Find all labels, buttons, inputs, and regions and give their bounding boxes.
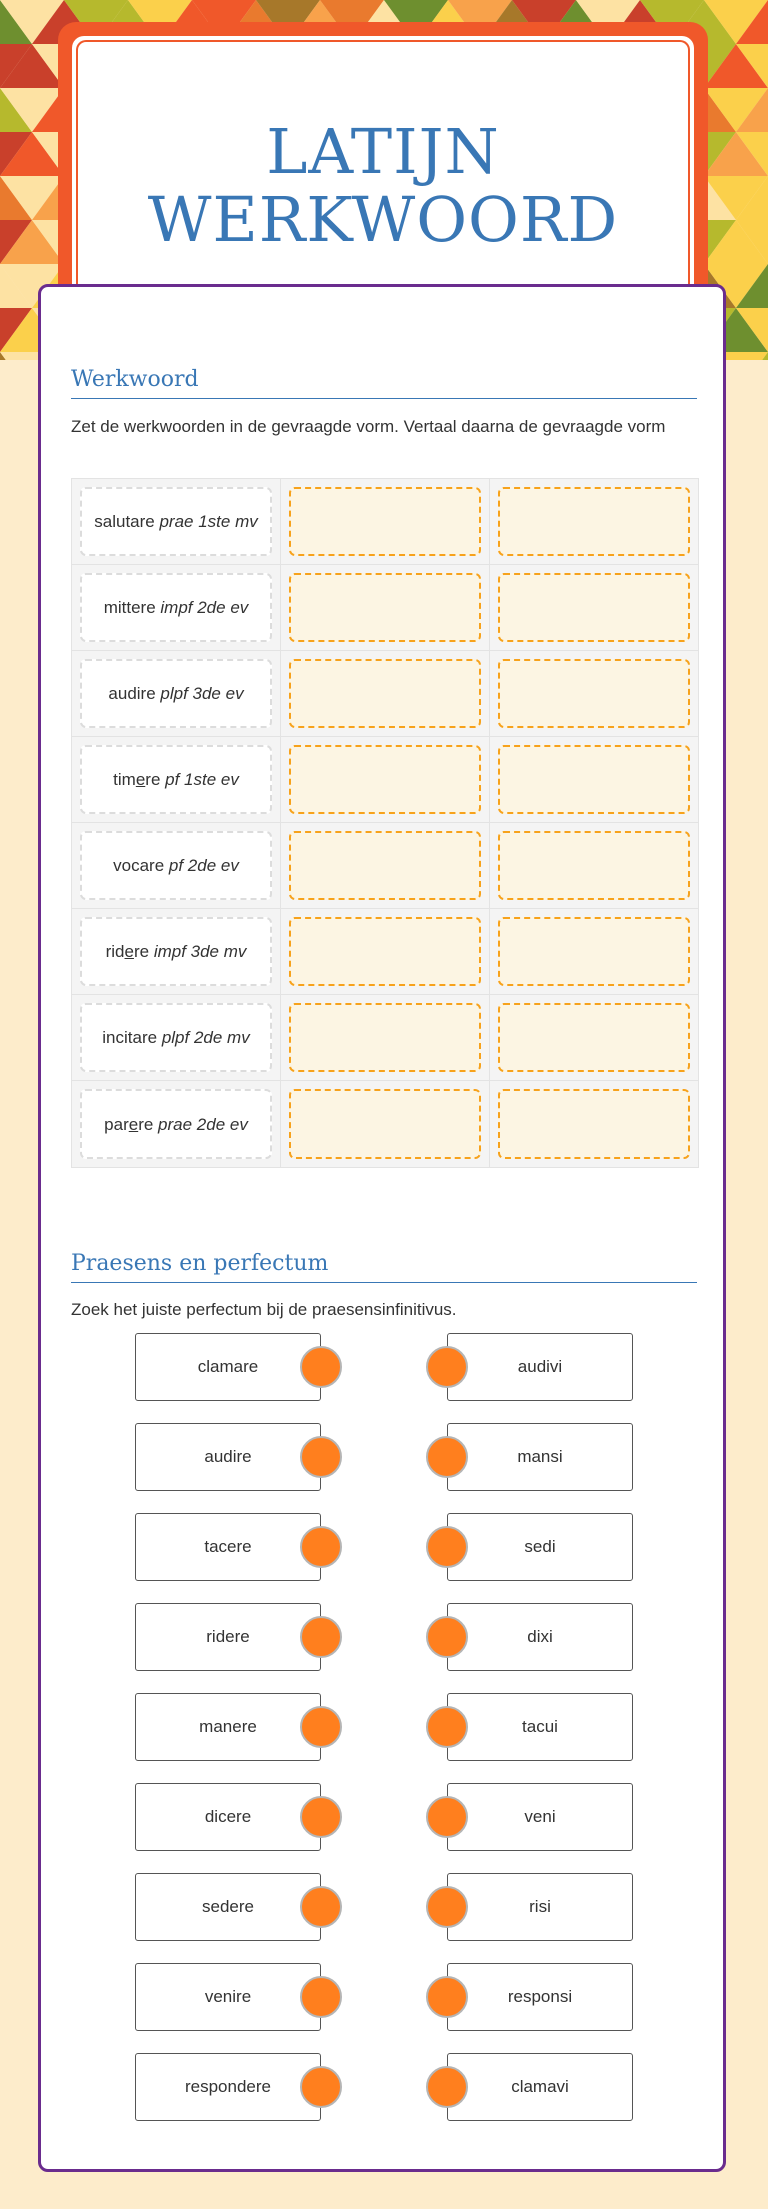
match-item-left[interactable]: respondere bbox=[135, 2053, 321, 2121]
verb-stem: rid bbox=[105, 942, 125, 961]
match-connector-right[interactable] bbox=[426, 2066, 468, 2108]
verb-prompt bbox=[80, 831, 272, 900]
conjugated-answer-cell bbox=[281, 909, 490, 994]
verb-prompt bbox=[80, 659, 272, 728]
match-connector-left[interactable] bbox=[300, 1706, 342, 1748]
verb-prompt-text bbox=[113, 767, 239, 792]
match-connector-left[interactable] bbox=[300, 1796, 342, 1838]
translation-answer-cell bbox=[490, 565, 698, 650]
table-row bbox=[72, 565, 698, 651]
match-item-right[interactable]: audivi bbox=[447, 1333, 633, 1401]
conjugated-answer-dropzone[interactable] bbox=[289, 487, 481, 556]
verb-prompt bbox=[80, 917, 272, 986]
section-title-praesens-perfectum: Praesens en perfectum bbox=[71, 1251, 697, 1283]
table-row bbox=[72, 909, 698, 995]
match-item-right[interactable]: sedi bbox=[447, 1513, 633, 1581]
translation-answer-cell bbox=[490, 909, 698, 994]
verb-stem-end: re bbox=[138, 1114, 159, 1134]
conjugated-answer-cell bbox=[281, 823, 490, 908]
match-connector-right[interactable] bbox=[426, 1796, 468, 1838]
translation-answer-cell bbox=[490, 823, 698, 908]
translation-answer-dropzone[interactable] bbox=[498, 1003, 690, 1072]
table-row bbox=[72, 737, 698, 823]
verb-prompt-text bbox=[106, 939, 247, 964]
translation-answer-dropzone[interactable] bbox=[498, 917, 690, 986]
verb-prompt bbox=[80, 1003, 272, 1072]
match-connector-right[interactable] bbox=[426, 1526, 468, 1568]
translation-answer-dropzone[interactable] bbox=[498, 659, 690, 728]
match-item-right[interactable]: clamavi bbox=[447, 2053, 633, 2121]
verb-form: impf 2de ev bbox=[160, 598, 249, 617]
verb-prompt-text bbox=[104, 1112, 248, 1137]
table-row bbox=[72, 995, 698, 1081]
page-title-line-1: LATIJN bbox=[266, 115, 500, 188]
prompt-cell bbox=[72, 565, 281, 650]
section-description-praesens-perfectum: Zoek het juiste perfectum bij de praesensinfinitivus. bbox=[71, 1300, 457, 1319]
conjugated-answer-dropzone[interactable] bbox=[289, 659, 481, 728]
verb-stem: audire bbox=[108, 684, 161, 703]
match-item-left[interactable]: audire bbox=[135, 1423, 321, 1491]
translation-answer-cell bbox=[490, 995, 698, 1080]
match-item-left[interactable]: venire bbox=[135, 1963, 321, 2031]
match-connector-right[interactable] bbox=[426, 1616, 468, 1658]
translation-answer-cell bbox=[490, 1081, 698, 1167]
verb-form: pf 2de ev bbox=[168, 856, 239, 875]
worksheet-card bbox=[38, 284, 726, 2172]
verb-form: plpf 3de ev bbox=[160, 684, 244, 703]
verb-stem: salutare bbox=[94, 512, 160, 531]
verb-stem-underlined: e bbox=[135, 770, 146, 789]
translation-answer-cell bbox=[490, 737, 698, 822]
match-item-left[interactable]: dicere bbox=[135, 1783, 321, 1851]
match-item-right[interactable]: veni bbox=[447, 1783, 633, 1851]
conjugated-answer-dropzone[interactable] bbox=[289, 573, 481, 642]
match-connector-left[interactable] bbox=[300, 1886, 342, 1928]
conjugated-answer-cell bbox=[281, 1081, 490, 1167]
verb-stem-end: re bbox=[133, 942, 154, 961]
prompt-cell bbox=[72, 1081, 281, 1167]
section-title-werkwoord: Werkwoord bbox=[71, 367, 697, 399]
match-connector-left[interactable] bbox=[300, 2066, 342, 2108]
match-connector-left[interactable] bbox=[300, 1526, 342, 1568]
title-card bbox=[58, 22, 708, 322]
conjugated-answer-cell bbox=[281, 651, 490, 736]
verb-prompt-text bbox=[113, 853, 239, 878]
translation-answer-dropzone[interactable] bbox=[498, 1089, 690, 1159]
verb-form: plpf 2de mv bbox=[161, 1028, 250, 1047]
conjugated-answer-dropzone[interactable] bbox=[289, 831, 481, 900]
page-title bbox=[72, 115, 694, 256]
verb-prompt-text bbox=[104, 595, 249, 620]
conjugated-answer-cell bbox=[281, 995, 490, 1080]
match-connector-left[interactable] bbox=[300, 1976, 342, 2018]
match-item-left[interactable]: ridere bbox=[135, 1603, 321, 1671]
verb-stem-end: re bbox=[145, 770, 166, 789]
prompt-cell bbox=[72, 823, 281, 908]
table-row bbox=[72, 479, 698, 565]
translation-answer-cell bbox=[490, 651, 698, 736]
verb-table bbox=[71, 478, 699, 1168]
verb-prompt bbox=[80, 745, 272, 814]
table-row bbox=[72, 1081, 698, 1167]
match-connector-right[interactable] bbox=[426, 1436, 468, 1478]
verb-prompt bbox=[80, 487, 272, 556]
match-item-right[interactable]: risi bbox=[447, 1873, 633, 1941]
match-connector-right[interactable] bbox=[426, 1706, 468, 1748]
table-row bbox=[72, 651, 698, 737]
prompt-cell bbox=[72, 479, 281, 564]
verb-prompt bbox=[80, 573, 272, 642]
match-connector-left[interactable] bbox=[300, 1616, 342, 1658]
conjugated-answer-cell bbox=[281, 737, 490, 822]
table-row bbox=[72, 823, 698, 909]
match-item-right[interactable]: tacui bbox=[447, 1693, 633, 1761]
match-connector-right[interactable] bbox=[426, 1886, 468, 1928]
verb-form: prae 2de ev bbox=[158, 1114, 248, 1134]
verb-stem-underlined: e bbox=[124, 942, 134, 961]
prompt-cell bbox=[72, 737, 281, 822]
translation-answer-dropzone[interactable] bbox=[498, 573, 690, 642]
match-connector-right[interactable] bbox=[426, 1976, 468, 2018]
verb-stem: tim bbox=[113, 770, 136, 789]
verb-stem: vocare bbox=[113, 856, 169, 875]
match-item-left[interactable]: manere bbox=[135, 1693, 321, 1761]
verb-prompt-text bbox=[108, 681, 243, 706]
verb-stem: mittere bbox=[103, 598, 161, 617]
prompt-cell bbox=[72, 995, 281, 1080]
conjugated-answer-dropzone[interactable] bbox=[289, 1089, 481, 1159]
match-item-right[interactable]: responsi bbox=[447, 1963, 633, 2031]
verb-stem: incitare bbox=[102, 1028, 162, 1047]
verb-form: prae 1ste mv bbox=[159, 512, 258, 531]
prompt-cell bbox=[72, 909, 281, 994]
verb-form: impf 3de mv bbox=[153, 942, 247, 961]
match-item-left[interactable]: sedere bbox=[135, 1873, 321, 1941]
translation-answer-cell bbox=[490, 479, 698, 564]
match-connector-left[interactable] bbox=[300, 1436, 342, 1478]
translation-answer-dropzone[interactable] bbox=[498, 831, 690, 900]
verb-stem: par bbox=[104, 1114, 129, 1134]
verb-form: pf 1ste ev bbox=[165, 770, 239, 789]
section-description-werkwoord: Zet de werkwoorden in de gevraagde vorm. Vertaal daarna de gevraagde vorm bbox=[71, 417, 666, 436]
prompt-cell bbox=[72, 651, 281, 736]
conjugated-answer-dropzone[interactable] bbox=[289, 1003, 481, 1072]
match-item-left[interactable]: clamare bbox=[135, 1333, 321, 1401]
match-connector-left[interactable] bbox=[300, 1346, 342, 1388]
conjugated-answer-cell bbox=[281, 565, 490, 650]
conjugated-answer-dropzone[interactable] bbox=[289, 917, 481, 986]
match-connector-right[interactable] bbox=[426, 1346, 468, 1388]
match-item-right[interactable]: mansi bbox=[447, 1423, 633, 1491]
verb-prompt bbox=[80, 1089, 272, 1159]
translation-answer-dropzone[interactable] bbox=[498, 745, 690, 814]
title-card-inner bbox=[72, 36, 694, 322]
match-item-right[interactable]: dixi bbox=[447, 1603, 633, 1671]
conjugated-answer-dropzone[interactable] bbox=[289, 745, 481, 814]
translation-answer-dropzone[interactable] bbox=[498, 487, 690, 556]
match-item-left[interactable]: tacere bbox=[135, 1513, 321, 1581]
conjugated-answer-cell bbox=[281, 479, 490, 564]
verb-prompt-text bbox=[94, 509, 257, 534]
verb-stem-underlined: e bbox=[128, 1114, 139, 1134]
page-title-line-2: WERKWOORD bbox=[147, 183, 619, 256]
verb-prompt-text bbox=[102, 1025, 249, 1050]
